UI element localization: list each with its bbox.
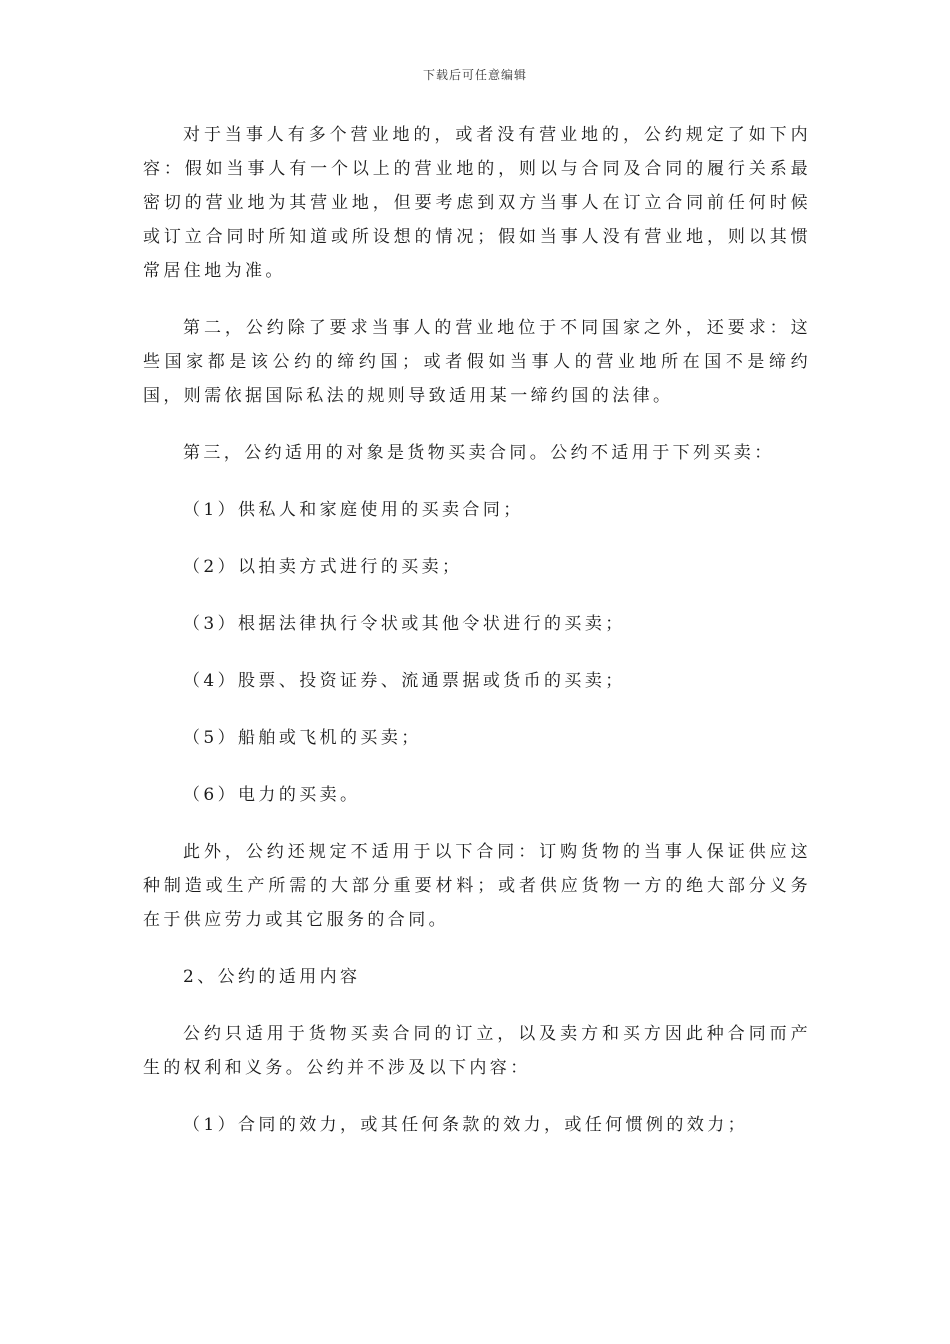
list-item: （4）股票、投资证券、流通票据或货币的买卖；	[183, 671, 626, 691]
document-body	[143, 118, 811, 1165]
list-item: （2）以拍卖方式进行的买卖；	[183, 557, 463, 577]
list-item: （6）电力的买卖。	[183, 785, 361, 805]
paragraph-third: 第三，公约适用的对象是货物买卖合同。公约不适用于下列买卖：	[183, 443, 775, 463]
list-item: （5）船舶或飞机的买卖；	[183, 728, 422, 748]
list-item: （1）合同的效力，或其任何条款的效力，或任何惯例的效力；	[183, 1115, 749, 1135]
page-header: 下载后可任意编辑	[422, 68, 527, 82]
paragraph-scope: 公约只适用于货物买卖合同的订立，以及卖方和买方因此种合同而产生的权利和义务。公约并不涉及以下内容：	[143, 1024, 811, 1078]
paragraph-second: 第二，公约除了要求当事人的营业地位于不同国家之外，还要求：这些国家都是该公约的缔约国；或者假如当事人的营业地所在国不是缔约国，则需依据国际私法的规则导致适用某一缔约国的法律。	[143, 318, 811, 406]
list-item: （3）根据法律执行令状或其他令状进行的买卖；	[183, 614, 626, 634]
paragraph-additional-exclusions: 此外，公约还规定不适用于以下合同：订购货物的当事人保证供应这种制造或生产所需的大部分重要材料；或者供应货物一方的绝大部分义务在于供应劳力或其它服务的合同。	[143, 842, 811, 930]
list-item: （1）供私人和家庭使用的买卖合同；	[183, 500, 524, 520]
paragraph-business-locations: 对于当事人有多个营业地的，或者没有营业地的，公约规定了如下内容：假如当事人有一个以上的营业地的，则以与合同及合同的履行关系最密切的营业地为其营业地，但要考虑到双方当事人在订立合同前任何时候或订立合同时所知道或所设想的情况；假如当事人没有营业地，则以其惯常居住地为准。	[143, 125, 811, 281]
section-heading: 2、公约的适用内容	[183, 967, 361, 987]
